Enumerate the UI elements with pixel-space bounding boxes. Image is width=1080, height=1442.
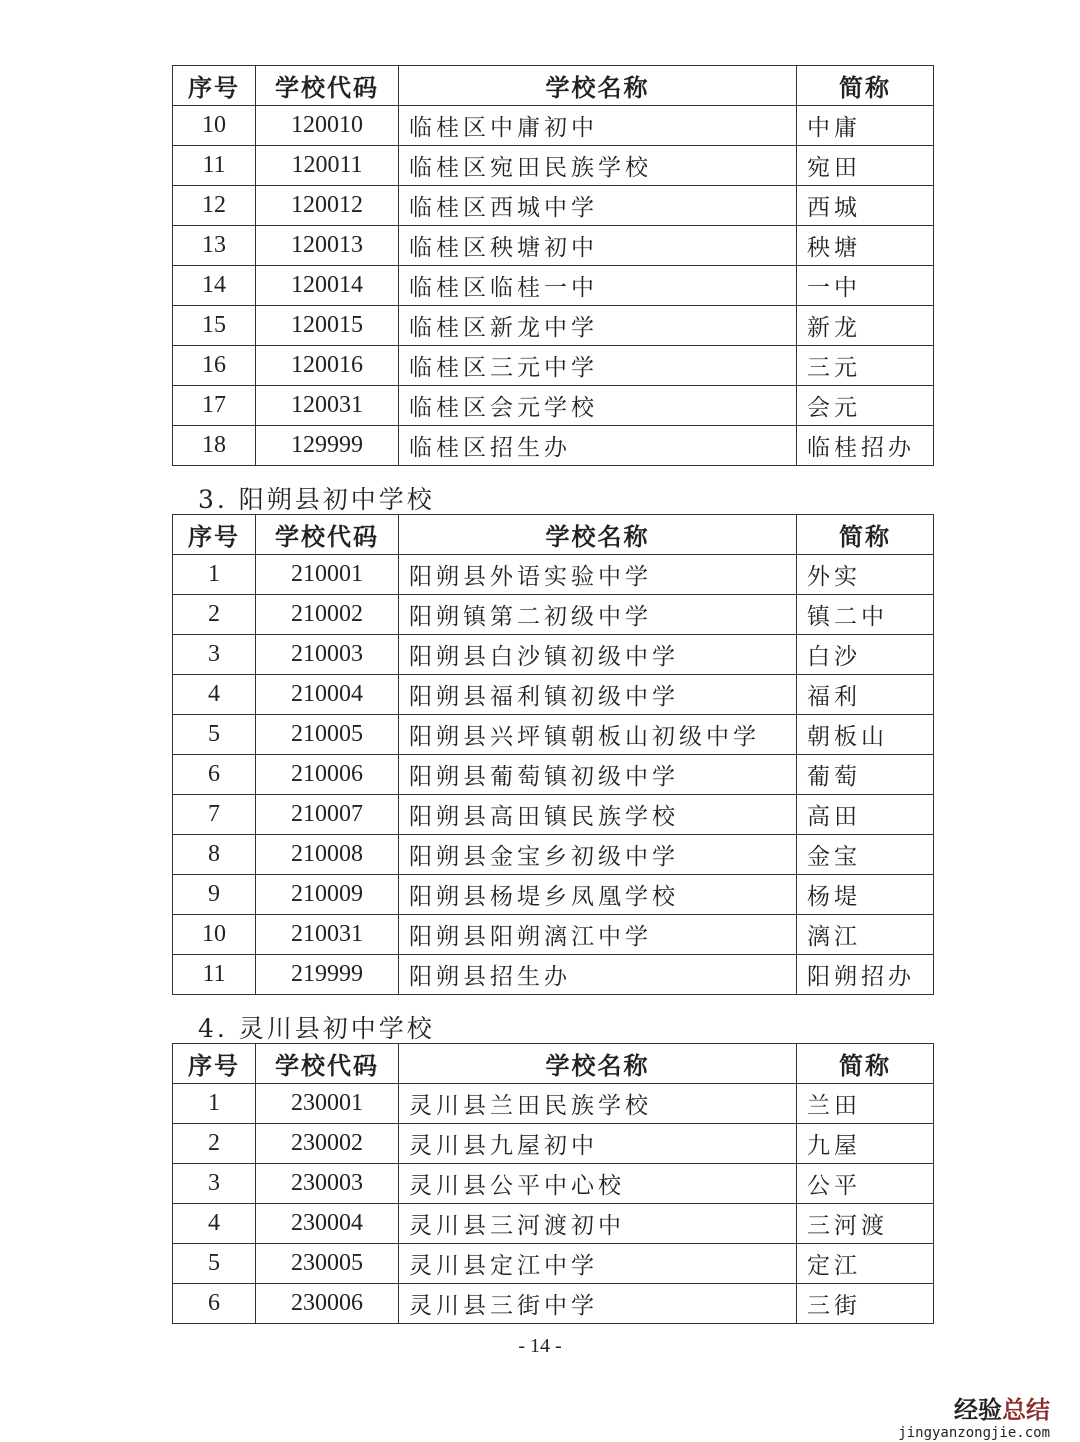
table-row bbox=[173, 306, 934, 346]
column-header: 学校代码 bbox=[256, 515, 399, 555]
section-heading: 3. 阳朔县初中学校 bbox=[198, 485, 435, 514]
school-table bbox=[172, 1043, 934, 1324]
short-name: 高田 bbox=[797, 795, 934, 835]
row-index: 3 bbox=[173, 635, 256, 675]
school-name: 阳朔县外语实验中学 bbox=[399, 555, 797, 595]
school-code: 230006 bbox=[256, 1284, 399, 1324]
row-index: 15 bbox=[173, 306, 256, 346]
school-name: 临桂区中庸初中 bbox=[399, 106, 797, 146]
school-name: 阳朔县高田镇民族学校 bbox=[399, 795, 797, 835]
column-header: 序号 bbox=[173, 515, 256, 555]
short-name: 朝板山 bbox=[797, 715, 934, 755]
school-name: 灵川县三河渡初中 bbox=[399, 1204, 797, 1244]
school-name: 阳朔镇第二初级中学 bbox=[399, 595, 797, 635]
row-index: 18 bbox=[173, 426, 256, 466]
table-row bbox=[173, 915, 934, 955]
row-index: 12 bbox=[173, 186, 256, 226]
short-name: 镇二中 bbox=[797, 595, 934, 635]
school-code: 120010 bbox=[256, 106, 399, 146]
column-header: 学校名称 bbox=[399, 1044, 797, 1084]
table-header-row bbox=[173, 1044, 934, 1084]
watermark-dark: 经验 bbox=[954, 1396, 1002, 1424]
school-name: 灵川县定江中学 bbox=[399, 1244, 797, 1284]
short-name: 定江 bbox=[797, 1244, 934, 1284]
short-name: 三元 bbox=[797, 346, 934, 386]
school-code: 230001 bbox=[256, 1084, 399, 1124]
section-heading: 4. 灵川县初中学校 bbox=[198, 1014, 435, 1043]
school-name: 临桂区招生办 bbox=[399, 426, 797, 466]
short-name: 葡萄 bbox=[797, 755, 934, 795]
column-header: 简称 bbox=[797, 515, 934, 555]
school-table bbox=[172, 65, 934, 466]
table-row bbox=[173, 635, 934, 675]
row-index: 6 bbox=[173, 755, 256, 795]
table-row bbox=[173, 426, 934, 466]
school-code: 129999 bbox=[256, 426, 399, 466]
short-name: 会元 bbox=[797, 386, 934, 426]
row-index: 10 bbox=[173, 915, 256, 955]
table-row bbox=[173, 106, 934, 146]
school-name: 临桂区临桂一中 bbox=[399, 266, 797, 306]
school-code: 120014 bbox=[256, 266, 399, 306]
table-row bbox=[173, 835, 934, 875]
school-name: 灵川县九屋初中 bbox=[399, 1124, 797, 1164]
table-row bbox=[173, 186, 934, 226]
short-name: 新龙 bbox=[797, 306, 934, 346]
school-name: 临桂区会元学校 bbox=[399, 386, 797, 426]
row-index: 4 bbox=[173, 675, 256, 715]
watermark-red: 总结 bbox=[1002, 1396, 1050, 1424]
school-code: 210005 bbox=[256, 715, 399, 755]
school-code: 230004 bbox=[256, 1204, 399, 1244]
table-row bbox=[173, 346, 934, 386]
short-name: 公平 bbox=[797, 1164, 934, 1204]
school-name: 临桂区秧塘初中 bbox=[399, 226, 797, 266]
school-code: 210009 bbox=[256, 875, 399, 915]
school-code: 210002 bbox=[256, 595, 399, 635]
table-row bbox=[173, 755, 934, 795]
row-index: 9 bbox=[173, 875, 256, 915]
table-row bbox=[173, 715, 934, 755]
school-code: 219999 bbox=[256, 955, 399, 995]
row-index: 17 bbox=[173, 386, 256, 426]
row-index: 4 bbox=[173, 1204, 256, 1244]
table-row bbox=[173, 675, 934, 715]
short-name: 宛田 bbox=[797, 146, 934, 186]
table-row bbox=[173, 795, 934, 835]
row-index: 11 bbox=[173, 955, 256, 995]
school-code: 210003 bbox=[256, 635, 399, 675]
school-code: 210006 bbox=[256, 755, 399, 795]
table-row bbox=[173, 1124, 934, 1164]
row-index: 1 bbox=[173, 555, 256, 595]
row-index: 2 bbox=[173, 595, 256, 635]
watermark-url: jingyanzongjie.com bbox=[898, 1425, 1050, 1441]
table-row bbox=[173, 266, 934, 306]
school-name: 阳朔县金宝乡初级中学 bbox=[399, 835, 797, 875]
school-code: 230002 bbox=[256, 1124, 399, 1164]
table-row bbox=[173, 146, 934, 186]
school-code: 230005 bbox=[256, 1244, 399, 1284]
school-name: 灵川县公平中心校 bbox=[399, 1164, 797, 1204]
school-code: 120015 bbox=[256, 306, 399, 346]
school-name: 阳朔县阳朔漓江中学 bbox=[399, 915, 797, 955]
school-name: 阳朔县兴坪镇朝板山初级中学 bbox=[399, 715, 797, 755]
school-name: 阳朔县白沙镇初级中学 bbox=[399, 635, 797, 675]
school-name: 阳朔县福利镇初级中学 bbox=[399, 675, 797, 715]
column-header: 简称 bbox=[797, 66, 934, 106]
row-index: 3 bbox=[173, 1164, 256, 1204]
school-code: 210001 bbox=[256, 555, 399, 595]
short-name: 三河渡 bbox=[797, 1204, 934, 1244]
row-index: 10 bbox=[173, 106, 256, 146]
row-index: 16 bbox=[173, 346, 256, 386]
short-name: 西城 bbox=[797, 186, 934, 226]
column-header: 学校代码 bbox=[256, 66, 399, 106]
short-name: 临桂招办 bbox=[797, 426, 934, 466]
school-name: 阳朔县葡萄镇初级中学 bbox=[399, 755, 797, 795]
row-index: 5 bbox=[173, 1244, 256, 1284]
watermark-logo bbox=[898, 1390, 1050, 1441]
row-index: 6 bbox=[173, 1284, 256, 1324]
short-name: 杨堤 bbox=[797, 875, 934, 915]
column-header: 简称 bbox=[797, 1044, 934, 1084]
row-index: 11 bbox=[173, 146, 256, 186]
table-row bbox=[173, 1164, 934, 1204]
row-index: 5 bbox=[173, 715, 256, 755]
table-header-row bbox=[173, 66, 934, 106]
column-header: 学校名称 bbox=[399, 66, 797, 106]
column-header: 序号 bbox=[173, 66, 256, 106]
short-name: 三街 bbox=[797, 1284, 934, 1324]
table-row bbox=[173, 1284, 934, 1324]
row-index: 13 bbox=[173, 226, 256, 266]
short-name: 中庸 bbox=[797, 106, 934, 146]
school-code: 120012 bbox=[256, 186, 399, 226]
table-row bbox=[173, 1244, 934, 1284]
table-row bbox=[173, 1084, 934, 1124]
school-code: 210008 bbox=[256, 835, 399, 875]
short-name: 一中 bbox=[797, 266, 934, 306]
school-name: 灵川县兰田民族学校 bbox=[399, 1084, 797, 1124]
row-index: 14 bbox=[173, 266, 256, 306]
school-code: 210031 bbox=[256, 915, 399, 955]
short-name: 外实 bbox=[797, 555, 934, 595]
school-name: 阳朔县招生办 bbox=[399, 955, 797, 995]
table-header-row bbox=[173, 515, 934, 555]
table-row bbox=[173, 1204, 934, 1244]
row-index: 8 bbox=[173, 835, 256, 875]
school-code: 120031 bbox=[256, 386, 399, 426]
school-code: 120011 bbox=[256, 146, 399, 186]
table-row bbox=[173, 875, 934, 915]
column-header: 学校代码 bbox=[256, 1044, 399, 1084]
table-row bbox=[173, 555, 934, 595]
table-row bbox=[173, 955, 934, 995]
column-header: 学校名称 bbox=[399, 515, 797, 555]
school-name: 临桂区西城中学 bbox=[399, 186, 797, 226]
school-table bbox=[172, 514, 934, 995]
school-code: 210007 bbox=[256, 795, 399, 835]
school-code: 120013 bbox=[256, 226, 399, 266]
short-name: 福利 bbox=[797, 675, 934, 715]
table-row bbox=[173, 226, 934, 266]
row-index: 1 bbox=[173, 1084, 256, 1124]
school-code: 210004 bbox=[256, 675, 399, 715]
school-name: 临桂区三元中学 bbox=[399, 346, 797, 386]
table-row bbox=[173, 386, 934, 426]
short-name: 金宝 bbox=[797, 835, 934, 875]
table-row bbox=[173, 595, 934, 635]
school-name: 临桂区新龙中学 bbox=[399, 306, 797, 346]
short-name: 白沙 bbox=[797, 635, 934, 675]
school-name: 阳朔县杨堤乡凤凰学校 bbox=[399, 875, 797, 915]
school-code: 230003 bbox=[256, 1164, 399, 1204]
page-number: - 14 - bbox=[518, 1335, 562, 1357]
school-code: 120016 bbox=[256, 346, 399, 386]
short-name: 阳朔招办 bbox=[797, 955, 934, 995]
row-index: 7 bbox=[173, 795, 256, 835]
school-name: 临桂区宛田民族学校 bbox=[399, 146, 797, 186]
school-name: 灵川县三街中学 bbox=[399, 1284, 797, 1324]
short-name: 兰田 bbox=[797, 1084, 934, 1124]
short-name: 九屋 bbox=[797, 1124, 934, 1164]
row-index: 2 bbox=[173, 1124, 256, 1164]
short-name: 秧塘 bbox=[797, 226, 934, 266]
column-header: 序号 bbox=[173, 1044, 256, 1084]
short-name: 漓江 bbox=[797, 915, 934, 955]
